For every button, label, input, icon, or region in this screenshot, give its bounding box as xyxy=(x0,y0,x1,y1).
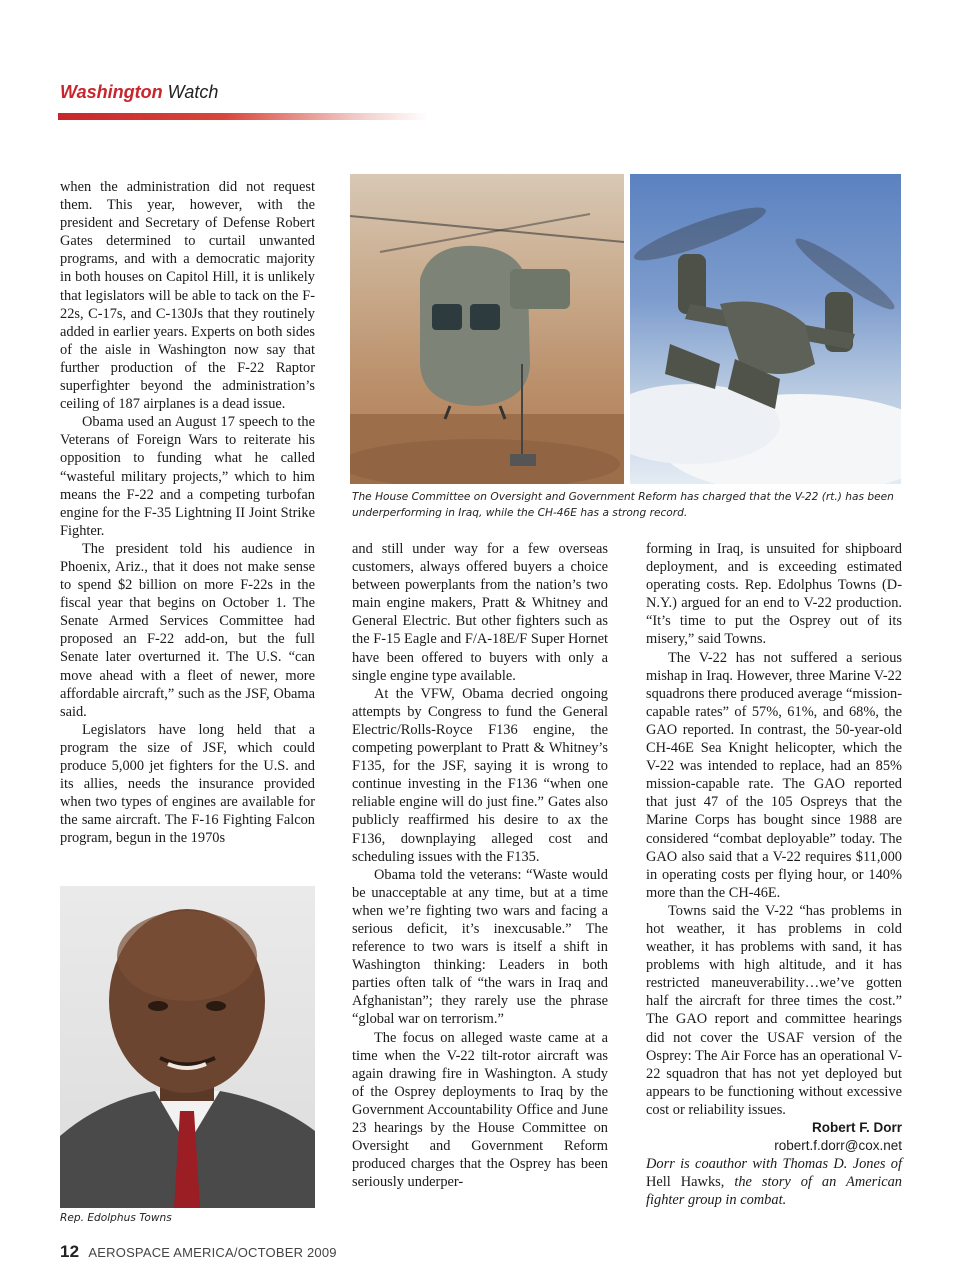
author-bio-pre: Dorr is coauthor with Thomas D. Jones of xyxy=(646,1156,902,1173)
ch46e-photo xyxy=(350,174,624,484)
paragraph: At the VFW, Obama decried ongoing attempts by Congress to fund the General Electric/Rolls-Royce F136 engine, the competing powerplant to Pratt & Whitney’s F135, for the JSF, saying it is wrong to continue investing in the F136 “when one reliable engine will do just fine.” Gates also publicly reaffirmed his desire to ax the F136, downplaying alleged cost and scheduling issues with the F135. xyxy=(352,685,608,865)
portrait-caption: Rep. Edolphus Towns xyxy=(60,1212,172,1224)
paragraph: The V-22 has not suffered a serious mishap in Iraq. However, three Marine V-22 squadrons there produced average “mission-capable rates” of 57%, 61%, and 68%, the GAO reported. In contrast, the 50-year-old CH-46E Sea Knight helicopter, which the V-22 was intended to replace, had an 85% mission-capable rate. The GAO reported that just 47 of the 105 Ospreys that the Marine Corps has bought since 1988 are considered “combat deployable” today. The GAO also said that a V-22 requires $11,000 in operating costs per flying hour, or 140% more than the CH-46E. xyxy=(646,649,902,901)
author-bio-post: the story of an American fighter group in combat. xyxy=(646,1174,902,1209)
section-header xyxy=(60,82,218,103)
book-title: Hell Hawks, xyxy=(646,1174,725,1191)
paragraph: Obama told the veterans: “Waste would be unacceptable at any time, but at a time when we’re fighting two wars and facing a serious deficit, it’s inexcusable.” The reference to two wars is itself a shift in Washington thinking: Leaders in both parties often talk of “the wars in Iraq and Afghanistan”; they rarely use the phrase “global war on terrorism.” xyxy=(352,866,608,1028)
article-column-2 xyxy=(352,540,608,1191)
paragraph: forming in Iraq, is unsuited for shipboard deployment, and is exceeding estimated operating costs. Rep. Edolphus Towns (D-N.Y.) argued for an end to V-22 production. “It’s time to put the Osprey out of its misery,” said Towns. xyxy=(646,541,902,648)
edolphus-towns-portrait xyxy=(60,886,315,1208)
author-name: Robert F. Dorr xyxy=(811,1120,902,1135)
article-column-1 xyxy=(60,178,315,847)
portrait-illustration xyxy=(60,886,315,1208)
author-email: robert.f.dorr@cox.net xyxy=(774,1138,902,1154)
paragraph: The president told his audience in Phoenix, Ariz., that it does not make sense to spend $2 billion on more F-22s in the fiscal year that begins on October 1. The Senate Armed Services Committee had proposed an F-22 add-on, but the full Senate later overturned it. The U.S. “can move ahead with a fleet of newer, more affordable aircraft,” such as the JSF, Obama said. xyxy=(60,540,315,720)
paragraph: Towns said the V-22 “has problems in hot weather, it has problems in cold weather, it has problems with sand, it has problems with high altitude, and it has restricted maneuverability…we’ve gotten half the aircraft for three times the cost.” The GAO report and committee hearings did not cover the USAF version of the Osprey: The Air Force has an operational V-22 squadron that has not yet deployed but appears to be functioning without excessive cost or reliability issues. xyxy=(646,902,902,1118)
page-number: 12 xyxy=(60,1242,80,1261)
paragraph: Obama used an August 17 speech to the Veterans of Foreign Wars to reiterate his opposition to funding what he called “wasteful military projects,” which to him means the F-22 and a competing turbofan engine for the F-35 Lightning II Joint Strike Fighter. xyxy=(60,414,315,539)
v22-photo xyxy=(630,174,901,484)
ch46e-illustration xyxy=(350,174,624,484)
photo-caption: The House Committee on Oversight and Government Reform has charged that the V-22 (rt.) has been underperforming in Iraq, while the CH-46E has a strong record. xyxy=(352,491,894,519)
paragraph: and still under way for a few overseas customers, always offered buyers a choice between powerplants from the nation’s two main engine makers, Pratt & Whitney and General Electric. But other fighters such as the F-15 Eagle and F/A-18E/F Super Hornet have been offered to buyers with only a single engine type available. xyxy=(352,541,608,684)
author-bio xyxy=(646,1155,902,1209)
article-column-3 xyxy=(646,540,902,1209)
header-rule xyxy=(58,113,428,120)
page-footer xyxy=(60,1242,337,1262)
section-title-rest: Watch xyxy=(167,82,219,102)
v22-illustration xyxy=(630,174,901,484)
publication-info: AEROSPACE AMERICA/OCTOBER 2009 xyxy=(88,1245,337,1260)
section-title-bold: Washington xyxy=(60,82,163,102)
paragraph: Legislators have long held that a program the size of JSF, which could produce 5,000 jet fighters for the U.S. and its allies, needs the insurance provided when two types of engines are available for the same aircraft. The F-16 Fighting Falcon program, begun in the 1970s xyxy=(60,721,315,847)
paragraph: The focus on alleged waste came at a time when the V-22 tilt-rotor aircraft was again drawing fire in Washington. A study of the Osprey deployments to Iraq by the Government Accountability Office and June 23 hearings by the House Committee on Oversight and Government Reform produced charges that the Osprey has been seriously underper- xyxy=(352,1029,608,1191)
paragraph: when the administration did not request them. This year, however, with the president and Secretary of Defense Robert Gates determined to curtail unwanted programs, and with a democratic majority in both houses on Capitol Hill, it is unlikely that legislators will be able to tack on the F-22s, C-17s, and C-130Js that they routinely added in earlier years. Experts on both sides of the aisle in Washington now say that further production of the F-22 Raptor superfighter beyond the administration’s ceiling of 187 airplanes is a dead issue. xyxy=(60,179,315,413)
